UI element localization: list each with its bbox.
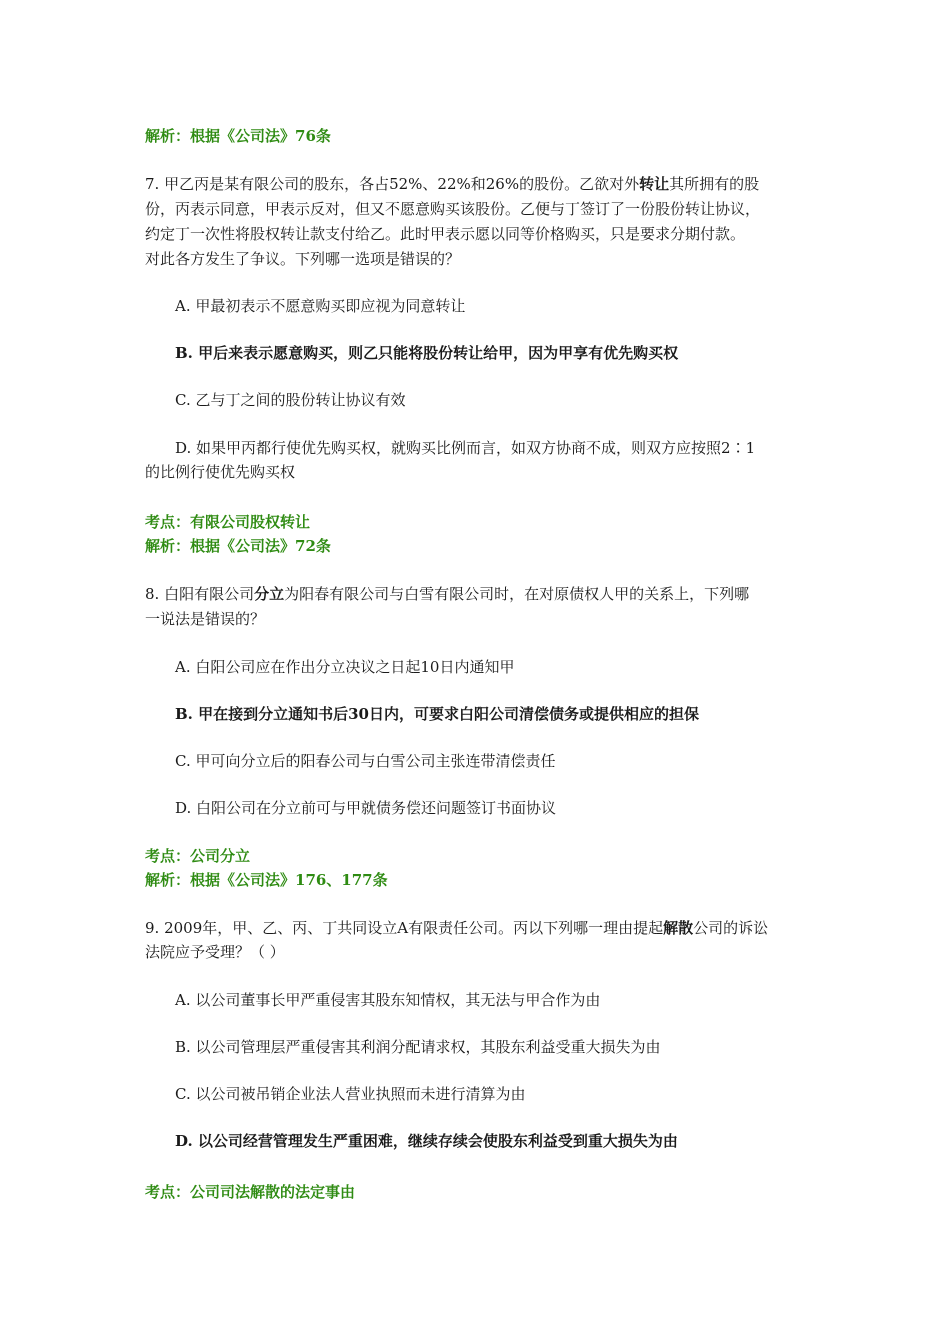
q7-text: 7. 甲乙丙是某有限公司的股东，各占52%、22%和26%的股份。乙欲对外 xyxy=(145,175,640,193)
q7-option-d: D. 如果甲丙都行使优先购买权，就购买比例而言，如双方协商不成，则双方应按照2∶1 xyxy=(175,439,756,457)
q7-line-1 xyxy=(145,172,759,196)
q9-keyword: 解散 xyxy=(663,919,694,937)
q8-keyword: 分立 xyxy=(254,585,285,603)
q7-analysis: 解析：根据《公司法》72条 xyxy=(145,537,331,555)
q8-text: 为阳春有限公司与白雪有限公司时，在对原债权人甲的关系上，下列哪 xyxy=(284,585,750,603)
q9-option-d: D. 以公司经营管理发生严重困难，继续存续会使股东利益受到重大损失为由 xyxy=(175,1132,678,1150)
q8-point: 考点：公司分立 xyxy=(145,847,251,865)
q9-option-c: C. 以公司被吊销企业法人营业执照而未进行清算为由 xyxy=(175,1085,526,1103)
q8-option-a: A. 白阳公司应在作出分立决议之日起10日内通知甲 xyxy=(175,658,515,676)
q8-line-2: 一说法是错误的？ xyxy=(145,610,266,628)
q7-text: 其所拥有的股 xyxy=(669,175,760,193)
prev-analysis: 解析：根据《公司法》76条 xyxy=(145,127,331,145)
q8-text: 8. 白阳有限公司 xyxy=(145,585,255,603)
q9-text: 公司的诉讼 xyxy=(693,919,769,937)
q8-line-1 xyxy=(145,582,749,606)
q7-point: 考点：有限公司股权转让 xyxy=(145,513,311,531)
q9-line-1 xyxy=(145,916,768,940)
q7-line-4: 对此各方发生了争议。下列哪一选项是错误的？ xyxy=(145,250,461,268)
q9-option-b: B. 以公司管理层严重侵害其利润分配请求权，其股东利益受重大损失为由 xyxy=(175,1038,661,1056)
q9-option-a: A. 以公司董事长甲严重侵害其股东知情权，其无法与甲合作为由 xyxy=(175,991,601,1009)
q8-option-c: C. 甲可向分立后的阳春公司与白雪公司主张连带清偿责任 xyxy=(175,752,556,770)
q7-option-a: A. 甲最初表示不愿意购买即应视为同意转让 xyxy=(175,297,466,315)
q7-line-2: 份，丙表示同意，甲表示反对，但又不愿意购买该股份。乙便与丁签订了一份股份转让协议， xyxy=(145,200,761,218)
q9-text: 9. 2009年，甲、乙、丙、丁共同设立A有限责任公司。丙以下列哪一理由提起 xyxy=(145,919,664,937)
q7-keyword: 转让 xyxy=(639,175,670,193)
q8-option-b: B. 甲在接到分立通知书后30日内，可要求白阳公司清偿债务或提供相应的担保 xyxy=(175,705,699,723)
q9-line-2: 法院应予受理？（ ） xyxy=(145,943,285,961)
q7-option-d-cont: 的比例行使优先购买权 xyxy=(145,463,296,481)
q7-option-b: B. 甲后来表示愿意购买，则乙只能将股份转让给甲，因为甲享有优先购买权 xyxy=(175,344,679,362)
q8-analysis: 解析：根据《公司法》176、177条 xyxy=(145,871,388,889)
q9-point: 考点：公司司法解散的法定事由 xyxy=(145,1183,356,1201)
q7-option-c: C. 乙与丁之间的股份转让协议有效 xyxy=(175,391,406,409)
q7-line-3: 约定丁一次性将股权转让款支付给乙。此时甲表示愿以同等价格购买，只是要求分期付款。 xyxy=(145,225,746,243)
q8-option-d: D. 白阳公司在分立前可与甲就债务偿还问题签订书面协议 xyxy=(175,799,557,817)
